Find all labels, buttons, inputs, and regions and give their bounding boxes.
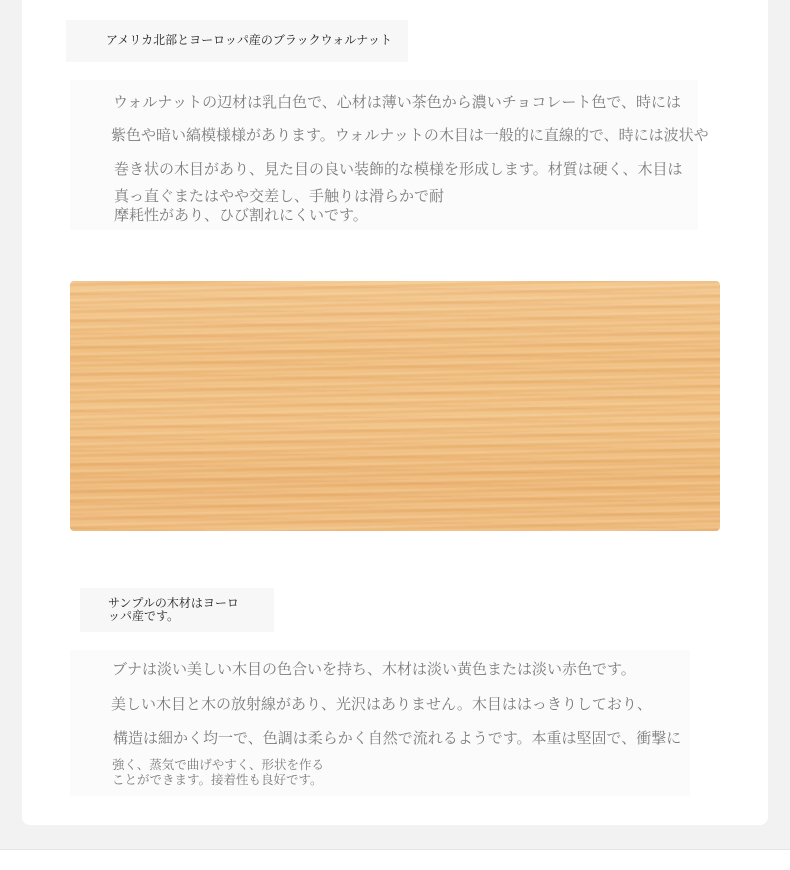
beech-description	[70, 650, 690, 796]
wood-grain-sample-image	[70, 281, 720, 531]
walnut-line-1: ウォルナットの辺材は乳白色で、心材は薄い茶色から濃いチョコレート色で、時には	[113, 93, 682, 111]
walnut-line-5: 摩耗性があり、ひび割れにくいです。	[114, 206, 368, 224]
section-title-beech	[80, 588, 274, 632]
section-title-walnut-text: アメリカ北部とヨーロッパ産のブラックウォルナット	[106, 33, 392, 47]
beech-line-3: 構造は細かく均一で、色調は柔らかく自然で流れるようです。本重は堅固で、衝撃に	[113, 729, 682, 747]
walnut-line-3: 巻き状の木目があり、見た目の良い装飾的な模様を形成します。材質は硬く、木目は	[114, 160, 683, 178]
walnut-line-4: 真っ直ぐまたはやや交差し、手触りは滑らかで耐	[114, 187, 445, 205]
beech-line-2: 美しい木目と木の放射線があり、光沢はありません。木目ははっきりしており、	[111, 695, 652, 713]
walnut-line-2: 紫色や暗い縞模様様があります。ウォルナットの木目は一般的に直線的で、時には波状や	[111, 126, 709, 144]
section-title-beech-text: サンプルの木材はヨーロッパ産です。	[108, 596, 239, 623]
bottom-bar	[0, 849, 790, 870]
beech-line-4: 強く、蒸気で曲げやすく、形状を作る	[112, 757, 325, 772]
section-title-walnut	[66, 20, 408, 62]
beech-line-5: ことができます。接着性も良好です。	[112, 772, 323, 787]
walnut-description	[70, 80, 709, 230]
beech-line-1: ブナは淡い美しい木目の色合いを持ち、木材は淡い黄色または淡い赤色です。	[112, 660, 636, 678]
